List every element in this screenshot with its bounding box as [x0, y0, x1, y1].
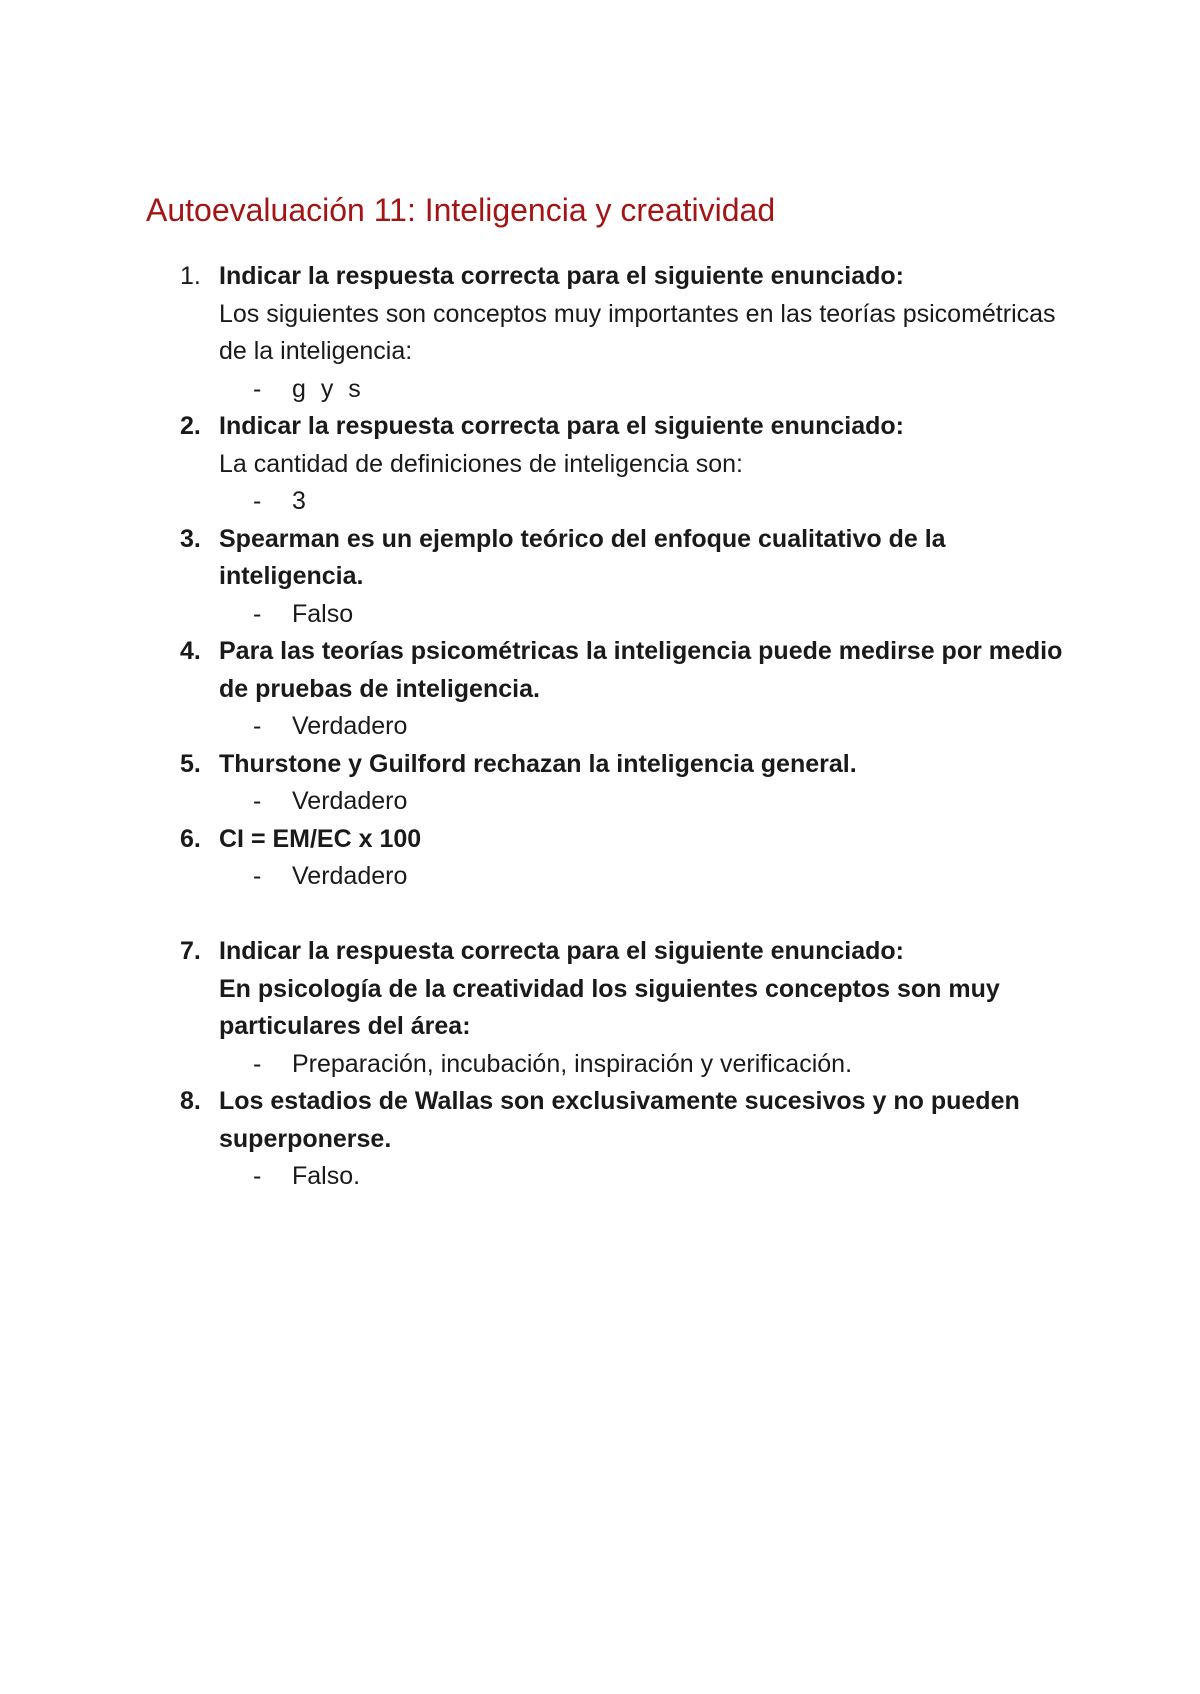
answer-marker: -: [253, 862, 262, 890]
question-number: 3.: [180, 524, 201, 553]
question-prompt: Indicar la respuesta correcta para el siguiente enunciado:: [219, 412, 904, 440]
question-prompt: Los estadios de Wallas son exclusivamente sucesivos y no pueden superponerse.: [219, 1087, 1020, 1153]
question-number: 6.: [180, 824, 201, 853]
question-detail: La cantidad de definiciones de inteligencia son:: [219, 449, 743, 478]
question-item-7: [146, 933, 1066, 1083]
answer-text: Falso: [292, 599, 354, 628]
answer-line: [219, 783, 1066, 821]
question-item-6: [146, 821, 1066, 896]
answer-text: Verdadero: [292, 712, 408, 740]
question-item-4: [146, 633, 1066, 746]
question-number: 1.: [180, 262, 201, 290]
question-number: 4.: [180, 637, 201, 665]
question-prompt: Indicar la respuesta correcta para el siguiente enunciado:: [219, 937, 904, 965]
answer-text: Preparación, incubación, inspiración y verificación.: [292, 1049, 853, 1078]
answer-text: g y s: [292, 374, 365, 403]
answer-marker: -: [253, 712, 262, 740]
answer-marker: -: [253, 1162, 262, 1190]
answer-marker: -: [253, 787, 262, 815]
question-prompt: Thurstone y Guilford rechazan la inteligencia general.: [219, 749, 857, 778]
question-number: 2.: [180, 412, 201, 440]
answer-line: [219, 483, 1066, 521]
answer-line: [219, 708, 1066, 746]
question-prompt: Spearman es un ejemplo teórico del enfoque cualitativo de la inteligencia.: [219, 524, 946, 590]
answer-line: [219, 1158, 1066, 1196]
answer-marker: -: [253, 374, 262, 403]
question-item-5: [146, 746, 1066, 821]
question-item-8: [146, 1083, 1066, 1196]
question-detail: Los siguientes son conceptos muy importantes en las teorías psicométricas de la inteligencia:: [219, 299, 1056, 365]
page-title: Autoevaluación 11: Inteligencia y creatividad: [146, 192, 776, 228]
question-detail: En psicología de la creatividad los siguientes conceptos son muy particulares del área:: [219, 974, 1000, 1040]
answer-line: [219, 1046, 1066, 1084]
answer-text: Verdadero: [292, 787, 408, 815]
answer-text: Falso.: [292, 1162, 361, 1190]
answer-line: [219, 596, 1066, 634]
question-number: 8.: [180, 1087, 201, 1115]
answer-line: [219, 858, 1066, 896]
answer-text: 3: [292, 487, 306, 515]
question-item-1: [146, 258, 1066, 408]
question-item-3: [146, 521, 1066, 634]
answer-marker: -: [253, 1049, 262, 1078]
question-list: [146, 258, 1066, 1196]
question-item-2: [146, 408, 1066, 521]
answer-marker: -: [253, 487, 262, 515]
question-prompt: Para las teorías psicométricas la inteligencia puede medirse por medio de pruebas de inteligencia.: [219, 637, 1063, 703]
question-prompt: Indicar la respuesta correcta para el siguiente enunciado:: [219, 262, 904, 290]
answer-text: Verdadero: [292, 862, 408, 890]
question-number: 5.: [180, 749, 201, 778]
answer-marker: -: [253, 599, 262, 628]
question-prompt: CI = EM/EC x 100: [219, 824, 422, 853]
answer-line: [219, 371, 1066, 409]
question-number: 7.: [180, 937, 201, 965]
